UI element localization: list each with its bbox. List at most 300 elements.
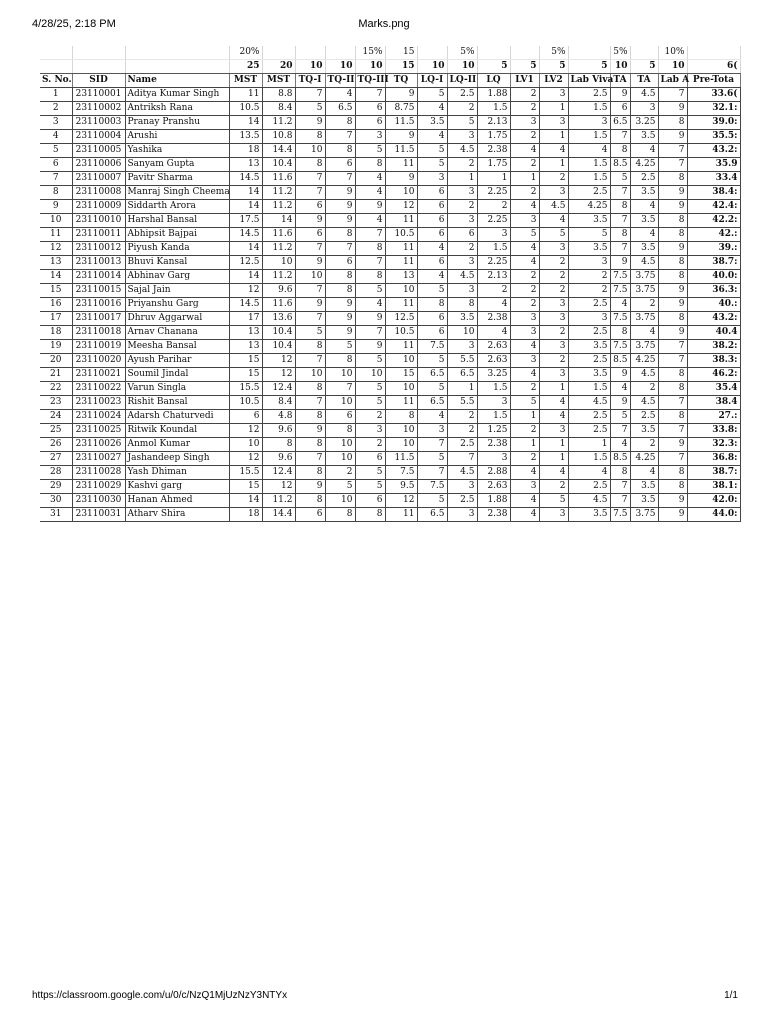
pre-total-cell: 43.2: [687,312,740,326]
marks-cell: 8 [385,410,417,424]
max-marks-cell: 5 [630,60,658,74]
sid-cell: 23110025 [72,424,125,438]
marks-cell: 18 [229,144,262,158]
name-cell: Sajal Jain [125,284,229,298]
marks-cell: 10 [295,144,325,158]
serial-number-cell: 13 [40,256,72,270]
column-header: LV1 [510,74,539,88]
weight-cell: 15% [355,46,385,60]
marks-cell: 3 [447,480,477,494]
marks-cell: 8 [610,144,630,158]
sid-cell: 23110023 [72,396,125,410]
marks-cell: 10 [295,270,325,284]
name-cell: Soumil Jindal [125,368,229,382]
name-cell: Priyanshu Garg [125,298,229,312]
max-marks-cell: 10 [325,60,355,74]
marks-cell: 2 [447,424,477,438]
table-row [40,186,740,200]
marks-cell: 8 [658,270,687,284]
table-row [40,284,740,298]
marks-cell: 11.2 [262,200,295,214]
marks-cell: 17.5 [229,214,262,228]
pre-total-cell: 46.2: [687,368,740,382]
marks-cell: 6 [355,116,385,130]
max-marks-cell: 10 [355,60,385,74]
sid-cell: 23110003 [72,116,125,130]
marks-cell: 2 [447,158,477,172]
marks-cell: 4 [417,410,447,424]
marks-cell: 14 [262,214,295,228]
marks-cell: 4 [510,340,539,354]
marks-cell: 4 [510,508,539,522]
marks-cell: 5 [355,466,385,480]
marks-cell: 5 [447,116,477,130]
marks-cell: 9 [658,284,687,298]
name-cell: Yash Dhiman [125,466,229,480]
max-marks-cell [40,60,72,74]
marks-cell: 4 [510,368,539,382]
marks-cell: 2 [447,410,477,424]
marks-cell: 4.5 [630,368,658,382]
marks-cell: 2.25 [477,214,510,228]
marks-cell: 2 [630,438,658,452]
marks-cell: 4 [417,270,447,284]
marks-cell: 3 [355,424,385,438]
marks-cell: 2.5 [447,494,477,508]
marks-table [40,46,741,522]
serial-number-cell: 17 [40,312,72,326]
marks-cell: 3 [477,396,510,410]
marks-cell: 11.5 [385,144,417,158]
max-marks-row [40,60,740,74]
serial-number-cell: 22 [40,382,72,396]
sid-cell: 23110031 [72,508,125,522]
marks-cell: 4.5 [568,494,610,508]
sid-cell: 23110006 [72,158,125,172]
marks-cell: 11 [385,340,417,354]
marks-cell: 1 [477,172,510,186]
marks-cell: 11.6 [262,228,295,242]
marks-cell: 4 [610,438,630,452]
marks-cell: 8.5 [610,452,630,466]
marks-cell: 9 [658,508,687,522]
marks-cell: 1.5 [477,382,510,396]
marks-cell: 9 [658,298,687,312]
marks-cell: 17 [229,312,262,326]
max-marks-cell: 10 [610,60,630,74]
marks-cell: 4 [630,200,658,214]
marks-cell: 9 [610,368,630,382]
max-marks-cell [125,60,229,74]
table-row [40,438,740,452]
name-cell: Rishit Bansal [125,396,229,410]
marks-cell: 14 [229,200,262,214]
table-row [40,466,740,480]
pre-total-cell: 40.: [687,298,740,312]
marks-cell: 5 [295,102,325,116]
table-row [40,480,740,494]
pre-total-cell: 39.: [687,242,740,256]
marks-cell: 1.5 [568,382,610,396]
marks-cell: 4.5 [539,200,568,214]
marks-cell: 7 [447,452,477,466]
marks-cell: 7 [610,186,630,200]
marks-cell: 3 [539,424,568,438]
marks-cell: 8 [355,242,385,256]
marks-cell: 9 [385,130,417,144]
marks-cell: 10.5 [229,396,262,410]
marks-cell: 2.5 [568,354,610,368]
marks-cell: 12 [385,200,417,214]
marks-cell: 3 [539,88,568,102]
marks-cell: 9 [658,326,687,340]
marks-cell: 3.5 [568,340,610,354]
marks-cell: 3.75 [630,508,658,522]
column-header: TA [610,74,630,88]
marks-cell: 10 [385,382,417,396]
marks-cell: 8 [355,270,385,284]
marks-cell: 12 [262,354,295,368]
marks-cell: 9 [325,200,355,214]
marks-cell: 6 [325,256,355,270]
name-cell: Arushi [125,130,229,144]
marks-cell: 8.75 [385,102,417,116]
table-row [40,116,740,130]
marks-cell: 4 [510,256,539,270]
marks-cell: 10.4 [262,158,295,172]
max-marks-cell: 10 [447,60,477,74]
marks-cell: 4.5 [630,88,658,102]
marks-cell: 6 [355,452,385,466]
pre-total-cell: 38.3: [687,354,740,368]
marks-cell: 1.5 [568,172,610,186]
marks-cell: 8 [610,326,630,340]
marks-cell: 10 [385,424,417,438]
marks-cell: 9 [385,172,417,186]
marks-cell: 3 [539,298,568,312]
marks-cell: 7 [325,382,355,396]
marks-cell: 11.2 [262,242,295,256]
weight-cell: 5% [539,46,568,60]
table-row [40,130,740,144]
max-marks-cell: 6( [687,60,740,74]
marks-cell: 10 [385,186,417,200]
marks-cell: 3 [539,340,568,354]
marks-cell: 4 [355,298,385,312]
marks-cell: 3.5 [630,242,658,256]
marks-cell: 8 [658,368,687,382]
marks-cell: 8 [658,480,687,494]
marks-cell: 5 [355,396,385,410]
marks-cell: 14.4 [262,508,295,522]
marks-cell: 4 [568,144,610,158]
marks-cell: 7 [658,158,687,172]
marks-cell: 11 [385,158,417,172]
marks-cell: 10.8 [262,130,295,144]
marks-cell: 9 [658,186,687,200]
marks-cell: 15 [229,368,262,382]
sid-cell: 23110002 [72,102,125,116]
marks-cell: 12 [229,424,262,438]
marks-cell: 4.5 [447,144,477,158]
marks-cell: 5.5 [447,354,477,368]
marks-cell: 18 [229,508,262,522]
marks-cell: 10.5 [385,228,417,242]
marks-cell: 3 [417,424,447,438]
max-marks-cell: 15 [385,60,417,74]
marks-cell: 2 [325,466,355,480]
marks-cell: 3 [355,130,385,144]
marks-cell: 11.2 [262,494,295,508]
column-header: Pre-Tota [687,74,740,88]
marks-cell: 13.5 [229,130,262,144]
marks-cell: 7 [610,214,630,228]
marks-cell: 7.5 [610,312,630,326]
marks-cell: 9 [295,214,325,228]
table-row [40,508,740,522]
marks-cell: 8.4 [262,102,295,116]
marks-cell: 4 [610,298,630,312]
sid-cell: 23110028 [72,466,125,480]
name-cell: Adarsh Chaturvedi [125,410,229,424]
marks-cell: 8 [325,508,355,522]
marks-cell: 3.75 [630,340,658,354]
marks-cell: 2.5 [568,186,610,200]
weight-cell: 20% [229,46,262,60]
marks-cell: 3 [568,312,610,326]
marks-cell: 3.5 [568,368,610,382]
marks-cell: 14.5 [229,298,262,312]
marks-cell: 10 [229,438,262,452]
marks-cell: 1.5 [568,130,610,144]
pre-total-cell: 42.0: [687,494,740,508]
print-page-number: 1/1 [724,990,738,1001]
marks-cell: 6 [355,494,385,508]
marks-cell: 1.75 [477,130,510,144]
marks-cell: 11 [385,298,417,312]
marks-cell: 3 [447,508,477,522]
name-cell: Jashandeep Singh [125,452,229,466]
marks-cell: 9 [325,214,355,228]
marks-cell: 8 [417,298,447,312]
marks-cell: 2 [510,88,539,102]
marks-cell: 9.6 [262,424,295,438]
name-cell: Ritwik Koundal [125,424,229,438]
marks-cell: 13 [229,340,262,354]
weight-cell: 10% [658,46,687,60]
marks-cell: 3 [477,452,510,466]
marks-cell: 6 [325,410,355,424]
name-cell: Hanan Ahmed [125,494,229,508]
marks-cell: 11.2 [262,270,295,284]
marks-cell: 8.4 [262,396,295,410]
column-header: Lab A [658,74,687,88]
marks-cell: 2 [510,452,539,466]
marks-cell: 7 [658,354,687,368]
marks-cell: 1 [568,438,610,452]
marks-cell: 2 [510,298,539,312]
name-cell: Harshal Bansal [125,214,229,228]
sid-cell: 23110027 [72,452,125,466]
sid-cell: 23110005 [72,144,125,158]
marks-cell: 2 [447,102,477,116]
pre-total-cell: 36.8: [687,452,740,466]
marks-cell: 13.6 [262,312,295,326]
marks-cell: 4 [630,466,658,480]
marks-cell: 2 [539,326,568,340]
table-row [40,494,740,508]
marks-cell: 8 [295,340,325,354]
marks-cell: 3 [447,214,477,228]
marks-cell: 9 [385,88,417,102]
marks-cell: 4.5 [630,256,658,270]
marks-cell: 2 [539,480,568,494]
serial-number-cell: 15 [40,284,72,298]
marks-cell: 1.5 [568,452,610,466]
marks-cell: 7 [610,480,630,494]
serial-number-cell: 30 [40,494,72,508]
marks-cell: 7 [295,284,325,298]
sid-cell: 23110012 [72,242,125,256]
marks-cell: 8 [325,116,355,130]
table-row [40,396,740,410]
marks-cell: 9 [295,256,325,270]
pre-total-cell: 38.1: [687,480,740,494]
marks-cell: 8 [295,494,325,508]
marks-cell: 3.75 [630,270,658,284]
sid-cell: 23110030 [72,494,125,508]
marks-cell: 8 [610,228,630,242]
marks-cell: 2.38 [477,144,510,158]
name-cell: Pavitr Sharma [125,172,229,186]
pre-total-cell: 38.7: [687,256,740,270]
marks-cell: 1 [539,102,568,116]
pre-total-cell: 42.4: [687,200,740,214]
table-row [40,242,740,256]
marks-cell: 8 [295,410,325,424]
table-row [40,410,740,424]
marks-cell: 1.88 [477,88,510,102]
marks-cell: 7 [295,88,325,102]
marks-cell: 7 [355,88,385,102]
marks-cell: 3 [568,256,610,270]
weights-row [40,46,740,60]
marks-cell: 5 [295,326,325,340]
marks-cell: 3.5 [630,214,658,228]
marks-cell: 1 [539,382,568,396]
marks-cell: 4 [630,144,658,158]
column-header: Name [125,74,229,88]
marks-cell: 3.25 [477,368,510,382]
marks-cell: 6.5 [417,508,447,522]
sid-cell: 23110017 [72,312,125,326]
marks-cell: 6 [229,410,262,424]
marks-cell: 2 [568,284,610,298]
marks-cell: 6.5 [447,368,477,382]
marks-cell: 6 [295,200,325,214]
name-cell: Varun Singla [125,382,229,396]
marks-cell: 2.63 [477,340,510,354]
sid-cell: 23110022 [72,382,125,396]
marks-cell: 7 [658,396,687,410]
marks-cell: 3 [539,312,568,326]
marks-cell: 2 [510,102,539,116]
marks-cell: 12 [262,480,295,494]
marks-cell: 2.5 [447,438,477,452]
marks-cell: 4.25 [630,452,658,466]
marks-cell: 11.6 [262,172,295,186]
marks-cell: 3.5 [568,214,610,228]
marks-cell: 1.5 [477,410,510,424]
marks-cell: 8 [447,298,477,312]
marks-cell: 2 [539,270,568,284]
marks-cell: 8 [325,144,355,158]
serial-number-cell: 4 [40,130,72,144]
marks-cell: 9 [610,256,630,270]
marks-cell: 2.5 [568,480,610,494]
marks-cell: 12 [385,494,417,508]
column-header: LQ-I [417,74,447,88]
marks-cell: 14.5 [229,228,262,242]
weight-cell [630,46,658,60]
max-marks-cell: 5 [568,60,610,74]
marks-cell: 11 [385,256,417,270]
marks-cell: 1.5 [568,158,610,172]
table-row [40,270,740,284]
marks-cell: 3.75 [630,284,658,298]
marks-cell: 1.75 [477,158,510,172]
marks-cell: 11.5 [385,452,417,466]
marks-cell: 2.5 [568,410,610,424]
sid-cell: 23110007 [72,172,125,186]
weight-cell [687,46,740,60]
marks-cell: 2 [568,270,610,284]
sid-cell: 23110015 [72,284,125,298]
marks-cell: 3 [447,284,477,298]
print-title: Marks.png [358,18,410,30]
marks-cell: 8 [610,466,630,480]
marks-cell: 15 [229,354,262,368]
marks-cell: 4 [477,326,510,340]
marks-cell: 4 [417,242,447,256]
serial-number-cell: 12 [40,242,72,256]
marks-cell: 10 [447,326,477,340]
sid-cell: 23110024 [72,410,125,424]
print-url: https://classroom.google.com/u/0/c/NzQ1MjUzNzY3NTYx [32,990,288,1001]
marks-cell: 5 [325,480,355,494]
marks-cell: 5 [355,382,385,396]
weight-cell [417,46,447,60]
sid-cell: 23110021 [72,368,125,382]
marks-cell: 6 [417,228,447,242]
marks-cell: 7.5 [417,480,447,494]
marks-cell: 4 [355,172,385,186]
serial-number-cell: 24 [40,410,72,424]
marks-cell: 3 [510,214,539,228]
marks-cell: 15.5 [229,382,262,396]
column-header: LQ-II [447,74,477,88]
marks-cell: 8 [325,228,355,242]
name-cell: Arnav Chanana [125,326,229,340]
marks-cell: 4.5 [447,466,477,480]
max-marks-cell: 5 [539,60,568,74]
marks-cell: 2.5 [568,88,610,102]
marks-cell: 8.5 [610,354,630,368]
marks-cell: 4 [510,144,539,158]
marks-cell: 6 [325,158,355,172]
marks-cell: 2.13 [477,270,510,284]
pre-total-cell: 35.5: [687,130,740,144]
